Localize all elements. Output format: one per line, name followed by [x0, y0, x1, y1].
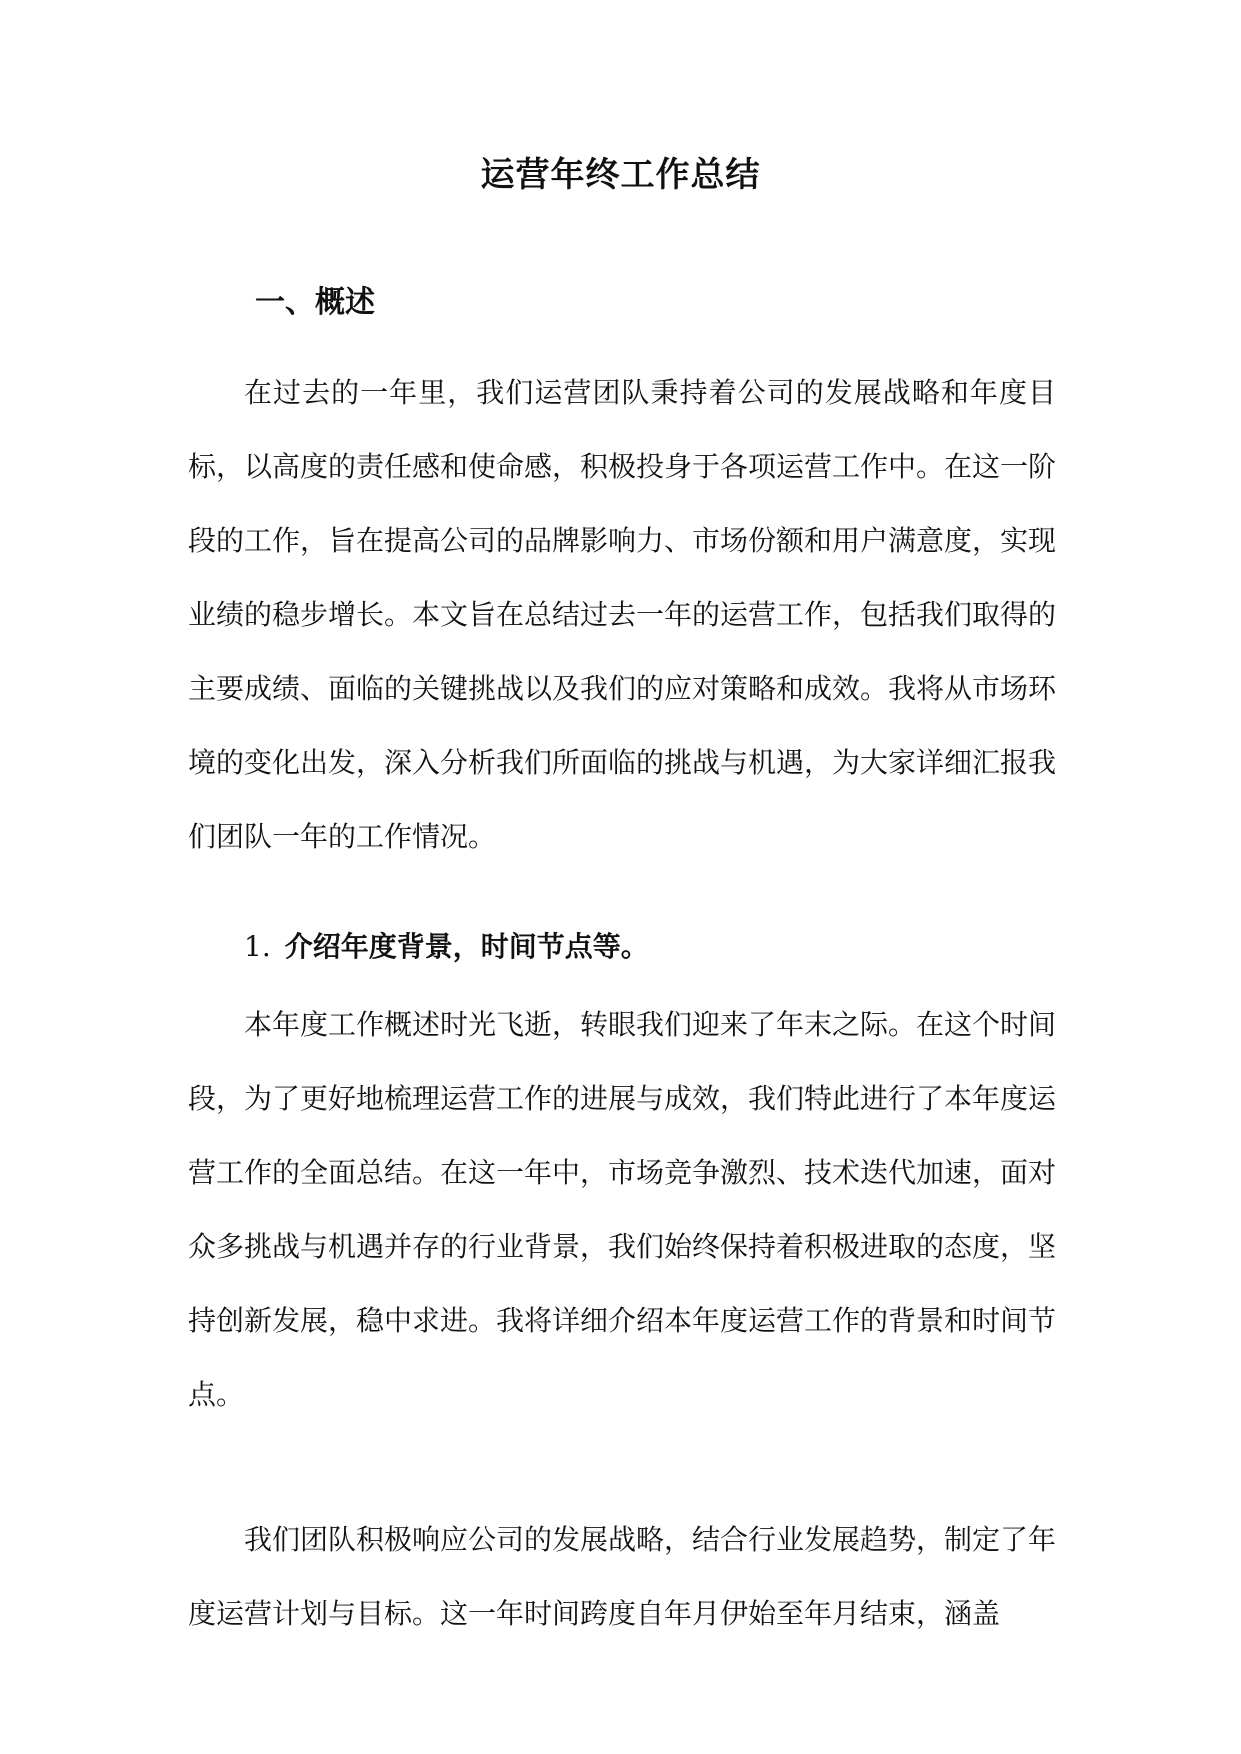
subsection-heading-text: 介绍年度背景，时间节点等。 [284, 930, 649, 963]
subsection-heading-background [244, 922, 649, 972]
background-paragraph-2: 我们团队积极响应公司的发展战略，结合行业发展趋势，制定了年度运营计划与目标。这一年时间跨度自年月伊始至年月结束，涵盖 [188, 1523, 1057, 1630]
document-title: 运营年终工作总结 [480, 155, 761, 195]
overview-paragraph: 在过去的一年里，我们运营团队秉持着公司的发展战略和年度目标，以高度的责任感和使命感，积极投身于各项运营工作中。在这一阶段的工作，旨在提高公司的品牌影响力、市场份额和用户满意度，实现业绩的稳步增长。本文旨在总结过去一年的运营工作，包括我们取得的主要成绩、面临的关键挑战以及我们的应对策略和成效。我将从市场环境的变化出发，深入分析我们所面临的挑战与机遇，为大家详细汇报我们团队一年的工作情况。 [188, 376, 1057, 853]
section-heading-overview: 一、概述 [255, 285, 375, 320]
subsection-number: 1. [244, 930, 271, 963]
background-paragraph-1: 本年度工作概述时光飞逝，转眼我们迎来了年末之际。在这个时间段，为了更好地梳理运营工作的进展与成效，我们特此进行了本年度运营工作的全面总结。在这一年中，市场竞争激烈、技术迭代加速，面对众多挑战与机遇并存的行业背景，我们始终保持着积极进取的态度，坚持创新发展，稳中求进。我将详细介绍本年度运营工作的背景和时间节点。 [188, 1008, 1057, 1411]
